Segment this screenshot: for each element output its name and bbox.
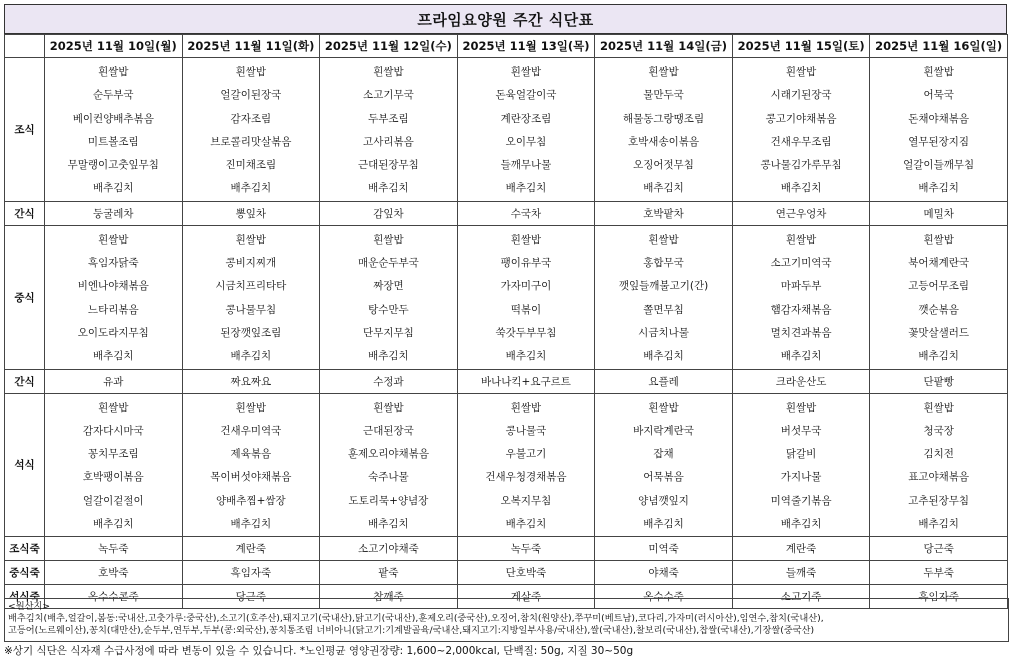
meal-cell (595, 58, 733, 202)
menu-item: 흑임자죽 (182, 561, 320, 585)
dish-item: 배추김치 (643, 182, 684, 195)
dish-item: 배추김치 (780, 518, 822, 531)
dish-item: 배추김치 (505, 350, 547, 363)
dish-item: 건새우미역국 (220, 424, 282, 437)
dish-item: 김치전 (923, 448, 954, 461)
day-header: 2025년 11월 16일(일) (870, 35, 1008, 58)
menu-item: 소고기야채죽 (320, 537, 458, 561)
dish-item: 팽이유부국 (500, 257, 552, 270)
dish-item: 감자조림 (230, 112, 272, 125)
dish-item: 숙주나물 (368, 471, 409, 484)
dish-item: 흰쌀밥 (373, 66, 404, 78)
dish-item: 청국장 (923, 424, 954, 437)
meal-row (5, 369, 1008, 393)
dish-item: 매운순두부국 (357, 257, 419, 270)
meal-cell (732, 393, 870, 537)
dish-item: 배추김치 (505, 182, 547, 195)
meal-row (5, 537, 1008, 561)
dish-item: 쫄면무침 (643, 303, 684, 316)
menu-item: 녹두죽 (457, 537, 595, 561)
dish-item: 흰쌀밥 (510, 66, 542, 78)
menu-item: 참깨죽 (320, 585, 458, 609)
dish-item: 배추김치 (230, 182, 272, 195)
menu-item: 옥수수죽 (595, 585, 733, 609)
dish-item: 흰쌀밥 (235, 401, 267, 414)
dish-item: 햄감자채볶음 (770, 303, 832, 316)
dish-item: 건새우청경채볶음 (485, 471, 567, 484)
menu-item: 단호박죽 (457, 561, 595, 585)
dish-item: 배추김치 (780, 182, 822, 195)
dish-item: 브로콜리맛살볶음 (210, 135, 292, 148)
dish-item: 오복지무침 (500, 494, 552, 507)
meal-cell (870, 225, 1008, 369)
meal-cell (457, 393, 595, 537)
dish-item: 오이무침 (505, 135, 547, 148)
day-header-row (5, 35, 1008, 58)
dish-item: 배추김치 (230, 518, 272, 531)
origin-info (4, 598, 1009, 642)
dish-item: 시래기된장국 (770, 89, 832, 102)
dish-item: 배추김치 (368, 350, 409, 363)
menu-item: 수정과 (320, 369, 458, 393)
dish-item: 해물동그랑땡조림 (622, 112, 705, 125)
dish-item: 고등어무조림 (908, 280, 970, 293)
menu-item: 호박죽 (45, 561, 183, 585)
dish-item: 배추김치 (918, 350, 959, 363)
dish-item: 콩비지찌개 (225, 257, 277, 270)
meal-label: 조식 (5, 58, 45, 202)
dish-item: 배추김치 (92, 350, 134, 363)
dish-item: 흰쌀밥 (510, 401, 542, 414)
dish-item: 어묵국 (923, 89, 954, 102)
dish-item: 멸치견과볶음 (770, 326, 832, 339)
meal-row (5, 225, 1008, 369)
dish-item: 꽃맛살샐러드 (908, 326, 970, 339)
dish-item: 배추김치 (92, 182, 134, 195)
day-header: 2025년 11월 12일(수) (320, 35, 458, 58)
menu-item: 팥죽 (320, 561, 458, 585)
dish-item: 북어채계란국 (908, 257, 970, 270)
dish-item: 흑임자닭죽 (87, 257, 139, 270)
dish-item: 흰쌀밥 (98, 233, 129, 246)
meal-cell (320, 225, 458, 369)
dish-item: 물만두국 (643, 89, 684, 102)
menu-item: 미역죽 (595, 537, 733, 561)
meal-cell (595, 225, 733, 369)
dish-item: 고추된장무침 (908, 494, 970, 507)
menu-item: 수국차 (457, 201, 595, 225)
menu-item: 둥굴레차 (45, 201, 183, 225)
dish-item: 표고야채볶음 (908, 471, 970, 484)
meal-cell (45, 393, 183, 537)
dish-item: 얼갈이겉절이 (82, 494, 144, 507)
dish-item: 흰쌀밥 (98, 401, 129, 414)
menu-item: 계란죽 (182, 537, 320, 561)
dish-item: 미역줄기볶음 (770, 494, 832, 507)
menu-item: 유과 (45, 369, 183, 393)
meal-row (5, 201, 1008, 225)
menu-item: 녹두죽 (45, 537, 183, 561)
day-header: 2025년 11월 13일(목) (457, 35, 595, 58)
dish-item: 흰쌀밥 (373, 401, 404, 414)
dish-item: 잡채 (653, 448, 674, 461)
meal-cell (870, 393, 1008, 537)
day-header: 2025년 11월 15일(토) (732, 35, 870, 58)
dish-item: 흰쌀밥 (648, 66, 679, 78)
dish-item: 콩나물김가루무침 (760, 159, 842, 172)
corner-cell (5, 35, 45, 58)
dish-item: 배추김치 (505, 518, 547, 531)
menu-item: 계란죽 (732, 537, 870, 561)
dish-item: 배추김치 (918, 182, 959, 195)
dish-item: 배추김치 (92, 518, 134, 531)
meal-label: 중식죽 (5, 561, 45, 585)
menu-item: 들깨죽 (732, 561, 870, 585)
meal-cell (45, 58, 183, 202)
dish-item: 깻잎들깨불고기(간) (618, 280, 709, 293)
dish-item: 흰쌀밥 (510, 233, 542, 246)
dish-item: 시금치나물 (638, 326, 689, 339)
dish-item: 건새우무조림 (770, 135, 832, 148)
dish-item: 베이컨양배추볶음 (72, 112, 154, 125)
meal-row (5, 393, 1008, 537)
dish-item: 미트볼조림 (87, 135, 139, 148)
day-header: 2025년 11월 14일(금) (595, 35, 733, 58)
dish-item: 도토리묵+양념장 (348, 494, 429, 507)
meal-label: 석식 (5, 393, 45, 537)
dish-item: 배추김치 (643, 350, 684, 363)
dish-item: 단무지무침 (363, 326, 414, 339)
meal-cell (320, 393, 458, 537)
menu-item: 뽕잎차 (182, 201, 320, 225)
origin-heading: <원산지> (8, 601, 51, 612)
dish-item: 배추김치 (368, 518, 409, 531)
menu-item: 옥수수콘죽 (45, 585, 183, 609)
dish-item: 짜장면 (373, 280, 404, 293)
dish-item: 소고기무국 (363, 89, 414, 102)
dish-item: 홍합무국 (643, 257, 684, 270)
menu-sheet (4, 4, 1007, 609)
dish-item: 흰쌀밥 (785, 66, 817, 78)
dish-item: 오이도라지무침 (77, 326, 149, 339)
dish-item: 어묵볶음 (643, 471, 684, 484)
meal-label: 조식죽 (5, 537, 45, 561)
meal-cell (182, 393, 320, 537)
day-header: 2025년 11월 11일(화) (182, 35, 320, 58)
dish-item: 근대된장무침 (357, 159, 419, 172)
dish-item: 느타리볶음 (87, 303, 139, 316)
meal-label: 중식 (5, 225, 45, 369)
dish-item: 호박새송이볶음 (628, 135, 700, 148)
meal-row (5, 561, 1008, 585)
dish-item: 훈제오리야채볶음 (347, 448, 429, 461)
dish-item: 배추김치 (368, 182, 409, 195)
dish-item: 꽁치무조림 (87, 448, 139, 461)
meal-cell (870, 58, 1008, 202)
dish-item: 콩나물국 (505, 424, 547, 437)
page-title: 프라임요양원 주간 식단표 (4, 4, 1007, 34)
meal-label: 석식죽 (5, 585, 45, 609)
dish-item: 콩나물무침 (225, 303, 277, 316)
menu-item: 감잎차 (320, 201, 458, 225)
dish-item: 오징어젓무침 (633, 159, 694, 172)
dish-item: 흰쌀밥 (785, 401, 817, 414)
dish-item: 닭갈비 (785, 448, 817, 461)
dish-item: 바지락계란국 (633, 424, 694, 437)
dish-item: 떡볶이 (510, 303, 542, 316)
menu-item: 소고기죽 (732, 585, 870, 609)
menu-item: 연근우엉차 (732, 201, 870, 225)
dish-item: 흰쌀밥 (923, 233, 954, 246)
dish-item: 목이버섯야채볶음 (210, 471, 292, 484)
dish-item: 버섯무국 (780, 424, 822, 437)
dish-item: 배추김치 (643, 518, 684, 531)
dish-item: 두부조림 (368, 112, 409, 125)
dish-item: 제육볶음 (230, 448, 272, 461)
meal-cell (457, 58, 595, 202)
dish-item: 흰쌀밥 (648, 233, 679, 246)
dish-item: 깻순볶음 (918, 303, 959, 316)
dish-item: 시금치프리타타 (215, 280, 287, 293)
dish-item: 호박팽이볶음 (82, 471, 144, 484)
weekly-menu-table (4, 34, 1008, 609)
dish-item: 흰쌀밥 (923, 401, 954, 414)
dish-item: 흰쌀밥 (923, 66, 954, 78)
dish-item: 흰쌀밥 (373, 233, 404, 246)
dish-item: 양배추찜+쌈장 (216, 494, 286, 507)
meal-cell (457, 225, 595, 369)
dish-item: 흰쌀밥 (235, 66, 267, 78)
menu-item: 당근죽 (870, 537, 1008, 561)
dish-item: 배추김치 (918, 518, 959, 531)
dish-item: 소고기미역국 (770, 257, 832, 270)
menu-item: 당근죽 (182, 585, 320, 609)
dish-item: 돈채야채볶음 (908, 112, 970, 125)
meal-label: 간식 (5, 369, 45, 393)
day-header: 2025년 11월 10일(월) (45, 35, 183, 58)
dish-item: 흰쌀밥 (98, 66, 129, 78)
dish-item: 순두부국 (92, 89, 134, 102)
dish-item: 탕수만두 (368, 303, 409, 316)
dish-item: 감자다시마국 (82, 424, 144, 437)
menu-item: 메밀차 (870, 201, 1008, 225)
dish-item: 얼갈이된장국 (220, 89, 282, 102)
meal-cell (732, 225, 870, 369)
dish-item: 흰쌀밥 (648, 401, 679, 414)
meal-cell (45, 225, 183, 369)
dish-item: 들깨무나물 (500, 159, 552, 172)
nutrition-note: ※상기 식단은 식자재 수급사정에 따라 변동이 있을 수 있습니다. *노인평균 영양권장량: 1,600~2,000kcal, 단백질: 50g, 지질 30~50g (4, 645, 634, 657)
menu-item: 요플레 (595, 369, 733, 393)
menu-item: 호박팥차 (595, 201, 733, 225)
meal-cell (182, 58, 320, 202)
menu-item: 두부죽 (870, 561, 1008, 585)
dish-item: 열무된장지짐 (908, 135, 970, 148)
dish-item: 무말랭이고춧잎무침 (67, 159, 159, 172)
menu-item: 바나나킥+요구르트 (457, 369, 595, 393)
dish-item: 마파두부 (780, 280, 822, 293)
dish-item: 가지나물 (780, 471, 822, 484)
dish-item: 얼갈이들깨무침 (903, 159, 975, 172)
dish-item: 계란장조림 (500, 112, 552, 125)
origin-line: 배추김치(배추,얼갈이,봄동:국내산,고춧가루:중국산),소고기(호주산),돼지고기(국내산),닭고기(국내산),훈제오리(중국산),오징어,참치(원양산),쭈꾸미(베트남),코다리,가자미(러시아산),임연수,참치(국내산), (8, 613, 824, 624)
menu-item: 흑임자죽 (870, 585, 1008, 609)
meal-cell (732, 58, 870, 202)
menu-item: 크라운산도 (732, 369, 870, 393)
origin-line: 고등어(노르웨이산),꽁치(대만산),순두부,연두부,두부(콩:외국산),꽁치통조림 너비아니(닭고기:기계발골육/국내산,돼지고기:지방일부사용/국내산),쌀(국내산),찰보리(국내산),찹쌀(국내산),기장쌀(중국산) (8, 625, 815, 636)
dish-item: 쑥갓두부무침 (495, 326, 557, 339)
dish-item: 돈육얼갈이국 (495, 89, 557, 102)
dish-item: 진미채조림 (225, 159, 277, 172)
dish-item: 근대된장국 (363, 424, 414, 437)
menu-item: 단팥빵 (870, 369, 1008, 393)
dish-item: 양념깻잎지 (638, 494, 689, 507)
dish-item: 배추김치 (780, 350, 822, 363)
dish-item: 콩고기야채볶음 (765, 112, 837, 125)
meal-cell (182, 225, 320, 369)
dish-item: 비엔나야채볶음 (77, 280, 149, 293)
menu-item: 야채죽 (595, 561, 733, 585)
dish-item: 흰쌀밥 (235, 233, 267, 246)
menu-item: 게살죽 (457, 585, 595, 609)
dish-item: 고사리볶음 (363, 135, 414, 148)
dish-item: 가자미구이 (500, 280, 552, 293)
meal-cell (320, 58, 458, 202)
dish-item: 배추김치 (230, 350, 272, 363)
meal-cell (595, 393, 733, 537)
dish-item: 흰쌀밥 (785, 233, 817, 246)
menu-item: 짜요짜요 (182, 369, 320, 393)
meal-row (5, 58, 1008, 202)
dish-item: 우불고기 (505, 448, 547, 461)
dish-item: 된장깻잎조림 (220, 326, 282, 339)
meal-label: 간식 (5, 201, 45, 225)
